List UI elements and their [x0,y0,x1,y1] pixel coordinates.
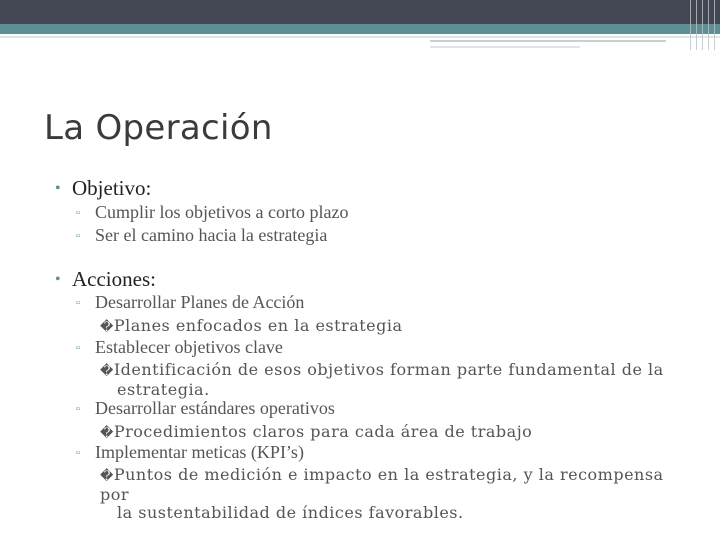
square-bullet-icon: ▫ [76,447,80,459]
detail-text: Planes enfocados en la estrategia [113,316,403,335]
bullet-icon: • [55,180,61,197]
list-item-detail [100,317,690,337]
square-bullet-icon: ▫ [76,342,80,354]
header-line [430,40,666,42]
square-bullet-icon: ▫ [76,403,80,415]
detail-text: Puntos de medición e impacto en la estrategia, y la recompensa por [100,465,664,504]
detail-text: Procedimientos claros para cada área de trabajo [113,422,533,441]
list-item-text: Establecer objetivos clave [95,337,283,357]
list-item [76,442,304,463]
detail-text-continued: estrategia. [117,380,210,399]
detail-text-continued: la sustentabilidad de índices favorables. [117,503,464,522]
list-item-detail [100,423,690,443]
list-item [76,202,349,223]
square-bullet-icon: ▫ [76,207,80,219]
section-heading [55,267,156,292]
list-item [76,225,328,246]
bullet-icon: • [55,271,61,288]
list-item-text: Ser el camino hacia la estrategia [95,225,328,245]
list-item-text: Desarrollar estándares operativos [95,398,335,418]
list-item [76,337,283,358]
list-item-detail [100,466,690,522]
list-item-text: Implementar meticas (KPI’s) [95,442,304,462]
section-heading-text: Objetivo: [72,176,152,200]
slide-title: La Operación [44,108,273,148]
missing-glyph-icon: � [100,364,114,379]
missing-glyph-icon: � [100,469,114,484]
header-bar [0,0,700,24]
header-line [0,36,720,38]
list-item-text: Desarrollar Planes de Acción [95,292,305,312]
square-bullet-icon: ▫ [76,297,80,309]
section-heading-text: Acciones: [72,267,156,291]
header-stripes [690,0,720,50]
missing-glyph-icon: � [100,426,114,441]
list-item-text: Cumplir los objetivos a corto plazo [95,202,349,222]
list-item-detail [100,361,690,399]
header-line [430,46,580,48]
section-heading [55,176,152,201]
missing-glyph-icon: � [100,320,114,335]
list-item [76,398,335,419]
detail-text: Identificación de esos objetivos forman parte fundamental de la [113,360,664,379]
square-bullet-icon: ▫ [76,230,80,242]
list-item [76,292,305,313]
header-accent-bar [0,24,720,34]
